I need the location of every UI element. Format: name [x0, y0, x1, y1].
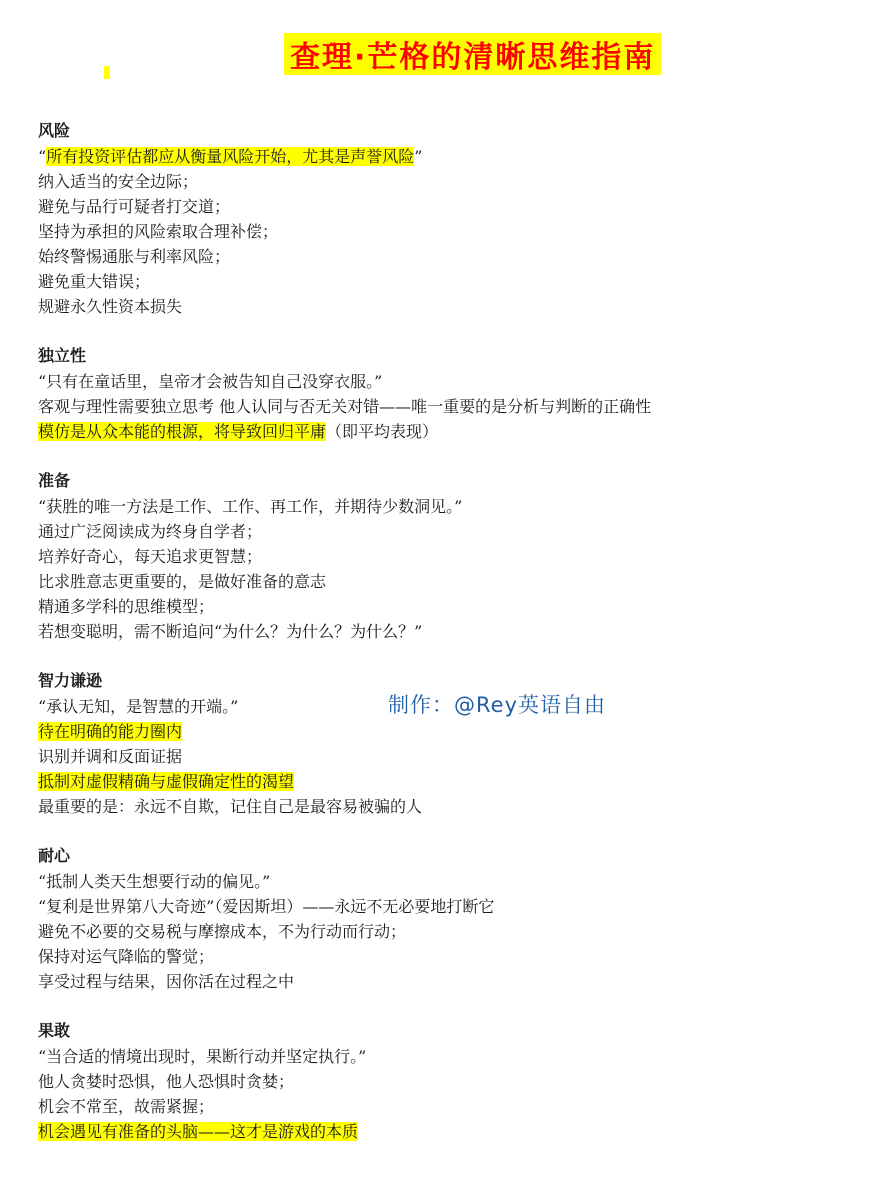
- text-line: [38, 544, 878, 569]
- line-text: 避免重大错误；: [38, 272, 151, 291]
- title-highlight-mark: [104, 66, 110, 79]
- line-text: 规避永久性资本损失: [38, 297, 183, 316]
- section: [38, 343, 878, 444]
- highlighted-text: 机会遇见有准备的头脑——这才是游戏的本质: [38, 1122, 359, 1141]
- line-text: 通过广泛阅读成为终身自学者；: [38, 522, 263, 541]
- line-text: 保持对运气降临的警觉；: [38, 947, 215, 966]
- text-line: [38, 519, 878, 544]
- section-heading: 风险: [38, 121, 71, 140]
- text-line: [38, 919, 878, 944]
- text-line: [38, 744, 878, 769]
- line-text: 纳入适当的安全边际；: [38, 172, 199, 191]
- text-line: [38, 244, 878, 269]
- text-line: [38, 1119, 878, 1144]
- text-line: [38, 719, 878, 744]
- text-line: [38, 419, 878, 444]
- text-line: [38, 269, 878, 294]
- text-line: [38, 369, 878, 394]
- section: [38, 468, 878, 644]
- line-text: 避免不必要的交易税与摩擦成本，不为行动而行动；: [38, 922, 407, 941]
- line-text: “: [38, 147, 47, 166]
- text-line: [38, 144, 878, 169]
- line-text: 识别并调和反面证据: [38, 747, 183, 766]
- highlighted-text: 抵制对虚假精确与虚假确定性的渴望: [38, 772, 295, 791]
- section: [38, 118, 878, 319]
- line-text: （即平均表现）: [326, 422, 439, 441]
- text-line: [38, 494, 878, 519]
- highlighted-text: 模仿是从众本能的根源，将导致回归平庸: [38, 422, 327, 441]
- line-text: “获胜的唯一方法是工作、工作、再工作，并期待少数洞见。”: [38, 497, 463, 516]
- text-line: [38, 769, 878, 794]
- text-line: [38, 619, 878, 644]
- line-text: 培养好奇心，每天追求更智慧；: [38, 547, 263, 566]
- text-line: [38, 294, 878, 319]
- credit-watermark: 制作：@Rey英语自由: [388, 693, 606, 717]
- line-text: 享受过程与结果，因你活在过程之中: [38, 972, 295, 991]
- section-heading: 耐心: [38, 846, 71, 865]
- text-line: [38, 594, 878, 619]
- section-heading: 准备: [38, 471, 71, 490]
- text-line: [38, 969, 878, 994]
- text-line: [38, 869, 878, 894]
- line-text: 比求胜意志更重要的，是做好准备的意志: [38, 572, 327, 591]
- text-line: [38, 944, 878, 969]
- document-body: [38, 118, 878, 1168]
- line-text: 最重要的是：永远不自欺，记住自己是最容易被骗的人: [38, 797, 423, 816]
- highlighted-text: 待在明确的能力圈内: [38, 722, 183, 741]
- page-title: 查理·芒格的清晰思维指南: [290, 40, 656, 75]
- text-line: [38, 569, 878, 594]
- section: [38, 1018, 878, 1144]
- text-line: [38, 219, 878, 244]
- line-text: 精通多学科的思维模型；: [38, 597, 215, 616]
- section: [38, 843, 878, 994]
- text-line: [38, 1044, 878, 1069]
- section-heading: 智力谦逊: [38, 671, 103, 690]
- line-text: “抵制人类天生想要行动的偏见。”: [38, 872, 271, 891]
- text-line: [38, 1094, 878, 1119]
- section-heading: 果敢: [38, 1021, 71, 1040]
- text-line: [38, 794, 878, 819]
- line-text: 若想变聪明，需不断追问“为什么？为什么？为什么？”: [38, 622, 423, 641]
- line-text: “复利是世界第八大奇迹”（爱因斯坦）——永远不无必要地打断它: [38, 897, 495, 916]
- line-text: 他人贪婪时恐惧，他人恐惧时贪婪；: [38, 1072, 295, 1091]
- highlighted-text: 所有投资评估都应从衡量风险开始，尤其是声誉风险: [46, 147, 415, 166]
- text-line: [38, 169, 878, 194]
- title-highlight: [284, 33, 661, 75]
- line-text: 始终警惕通胀与利率风险；: [38, 247, 231, 266]
- section-heading: 独立性: [38, 346, 87, 365]
- line-text: 避免与品行可疑者打交道；: [38, 197, 231, 216]
- line-text: ”: [414, 147, 423, 166]
- line-text: 客观与理性需要独立思考 他人认同与否无关对错——唯一重要的是分析与判断的正确性: [38, 397, 652, 416]
- text-line: [38, 194, 878, 219]
- text-line: [38, 1069, 878, 1094]
- line-text: 机会不常至，故需紧握；: [38, 1097, 215, 1116]
- line-text: “当合适的情境出现时，果断行动并坚定执行。”: [38, 1047, 367, 1066]
- text-line: [38, 894, 878, 919]
- text-line: [38, 394, 878, 419]
- line-text: “只有在童话里，皇帝才会被告知自己没穿衣服。”: [38, 372, 383, 391]
- line-text: “承认无知，是智慧的开端。”: [38, 697, 239, 716]
- line-text: 坚持为承担的风险索取合理补偿；: [38, 222, 279, 241]
